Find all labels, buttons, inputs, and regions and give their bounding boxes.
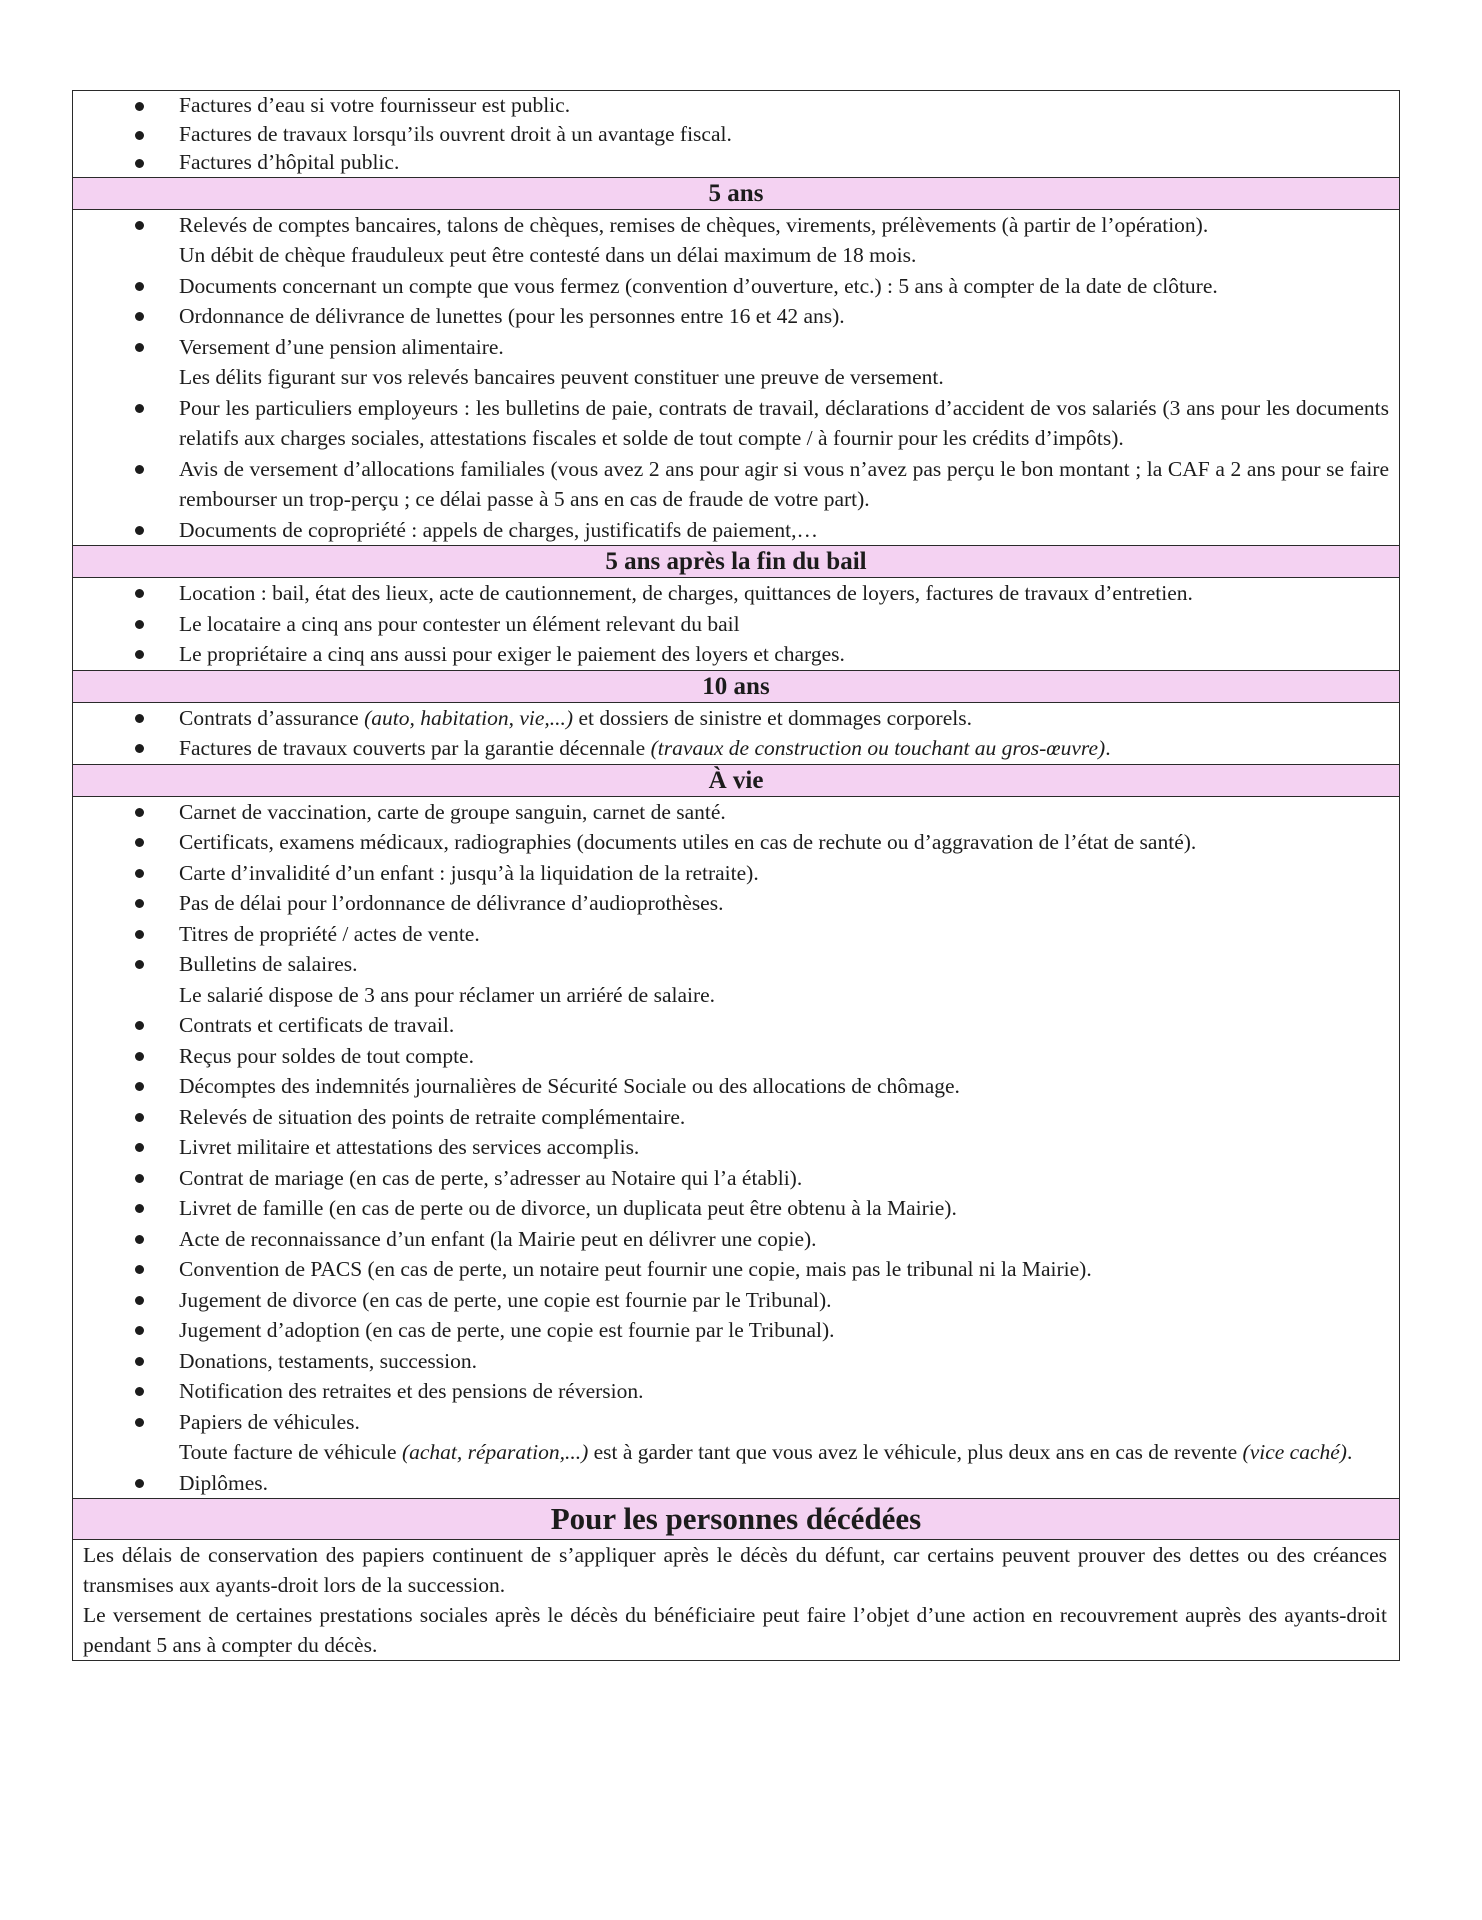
- section-for-life: [73, 764, 1399, 1499]
- list-item: Avis de versement d’allocations familiales (vous avez 2 ans pour agir si vous n’avez pas perçu le bon montant ; la CAF a 2 ans pour se faire rembourser un trop-perçu ; ce délai passe à 5 ans en cas de fraude de votre part).: [73, 454, 1389, 515]
- list-item: Pas de délai pour l’ordonnance de délivrance d’audioprothèses.: [73, 888, 1389, 919]
- bullet-icon: [135, 526, 144, 535]
- section-title: 10 ans: [73, 671, 1399, 703]
- list-item: Titres de propriété / actes de vente.: [73, 919, 1389, 950]
- bullet-icon: [135, 131, 144, 140]
- list-item: Ordonnance de délivrance de lunettes (pour les personnes entre 16 et 42 ans).: [73, 301, 1389, 332]
- section-ten-years: [73, 670, 1399, 764]
- bullet-icon: [135, 465, 144, 474]
- bullet-icon: [135, 1174, 144, 1183]
- bullet-icon: [135, 1052, 144, 1061]
- list-item: Documents concernant un compte que vous fermez (convention d’ouverture, etc.) : 5 ans à compter de la date de clôture.: [73, 271, 1389, 302]
- bullet-icon: [135, 282, 144, 291]
- section-title: À vie: [73, 765, 1399, 797]
- bullet-icon: [135, 650, 144, 659]
- bullet-icon: [135, 1296, 144, 1305]
- list-item: Le locataire a cinq ans pour contester un élément relevant du bail: [73, 609, 1389, 640]
- bullet-icon: [135, 1082, 144, 1091]
- list-item: Diplômes.: [73, 1468, 1389, 1499]
- list-item: Factures d’hôpital public.: [73, 148, 1389, 177]
- intro-list: [73, 91, 1399, 177]
- paragraph: Le versement de certaines prestations sociales après le décès du bénéficiaire peut faire l’objet d’une action en recouvrement auprès des ayants-droit pendant 5 ans à compter du décès.: [83, 1603, 1387, 1657]
- list-item: Carnet de vaccination, carte de groupe sanguin, carnet de santé.: [73, 797, 1389, 828]
- list-item: Factures de travaux couverts par la garantie décennale (travaux de construction ou touchant au gros-œuvre).: [73, 733, 1389, 764]
- list-item: Livret de famille (en cas de perte ou de divorce, un duplicata peut être obtenu à la Mairie).: [73, 1193, 1389, 1224]
- bullet-icon: [135, 404, 144, 413]
- list-item: Donations, testaments, succession.: [73, 1346, 1389, 1377]
- bullet-icon: [135, 714, 144, 723]
- list-item: Acte de reconnaissance d’un enfant (la Mairie peut en délivrer une copie).: [73, 1224, 1389, 1255]
- item-note: Les délits figurant sur vos relevés bancaires peuvent constituer une preuve de versement.: [179, 365, 944, 389]
- bullet-icon: [135, 1204, 144, 1213]
- bullet-icon: [135, 1387, 144, 1396]
- bullet-icon: [135, 808, 144, 817]
- section-after-lease: [73, 545, 1399, 670]
- retention-table: [72, 90, 1400, 1661]
- section-five-years: [73, 177, 1399, 546]
- paragraph: Les délais de conservation des papiers continuent de s’appliquer après le décès du défunt, car certains peuvent prouver des dettes ou des créances transmises aux ayants-droit lors de la succession.: [83, 1543, 1387, 1597]
- list-item: Convention de PACS (en cas de perte, un notaire peut fournir une copie, mais pas le tribunal ni la Mairie).: [73, 1254, 1389, 1285]
- section-title: Pour les personnes décédées: [73, 1499, 1399, 1540]
- bullet-icon: [135, 1235, 144, 1244]
- bullet-icon: [135, 744, 144, 753]
- list-item: Certificats, examens médicaux, radiographies (documents utiles en cas de rechute ou d’aggravation de l’état de santé).: [73, 827, 1389, 858]
- after-lease-list: [73, 578, 1399, 670]
- bullet-icon: [135, 1326, 144, 1335]
- list-item: Documents de copropriété : appels de charges, justificatifs de paiement,…: [73, 515, 1389, 546]
- bullet-icon: [135, 899, 144, 908]
- bullet-icon: [135, 343, 144, 352]
- bullet-icon: [135, 221, 144, 230]
- vehicle-note: Toute facture de véhicule (achat, réparation,...) est à garder tant que vous avez le véhicule, plus deux ans en cas de revente (vice caché).: [179, 1440, 1353, 1464]
- five-years-list: [73, 210, 1399, 546]
- list-item: Décomptes des indemnités journalières de Sécurité Sociale ou des allocations de chômage.: [73, 1071, 1389, 1102]
- item-note: Un débit de chèque frauduleux peut être contesté dans un délai maximum de 18 mois.: [179, 243, 917, 267]
- bullet-icon: [135, 620, 144, 629]
- bullet-icon: [135, 930, 144, 939]
- bullet-icon: [135, 312, 144, 321]
- bullet-icon: [135, 1479, 144, 1488]
- bullet-icon: [135, 1113, 144, 1122]
- list-item: Papiers de véhicules. Toute facture de véhicule (achat, réparation,...) est à garder tant que vous avez le véhicule, plus deux ans en cas de revente (vice caché).: [73, 1407, 1389, 1468]
- bullet-icon: [135, 1418, 144, 1427]
- section-title: 5 ans: [73, 178, 1399, 210]
- section-title: 5 ans après la fin du bail: [73, 546, 1399, 578]
- bullet-icon: [135, 159, 144, 168]
- list-item: Relevés de comptes bancaires, talons de chèques, remises de chèques, virements, prélèvements (à partir de l’opération). Un débit de chèque frauduleux peut être contesté dans un délai maximum de 18 mois.: [73, 210, 1389, 271]
- bullet-icon: [135, 1357, 144, 1366]
- ten-years-list: [73, 703, 1399, 764]
- list-item: Versement d’une pension alimentaire. Les délits figurant sur vos relevés bancaires peuvent constituer une preuve de versement.: [73, 332, 1389, 393]
- list-item: Reçus pour soldes de tout compte.: [73, 1041, 1389, 1072]
- list-item: Factures d’eau si votre fournisseur est public.: [73, 91, 1389, 120]
- section-intro: [73, 91, 1399, 177]
- list-item: Carte d’invalidité d’un enfant : jusqu’à la liquidation de la retraite).: [73, 858, 1389, 889]
- bullet-icon: [135, 869, 144, 878]
- list-item: Relevés de situation des points de retraite complémentaire.: [73, 1102, 1389, 1133]
- list-item: Location : bail, état des lieux, acte de cautionnement, de charges, quittances de loyers, factures de travaux d’entretien.: [73, 578, 1389, 609]
- item-note: Le salarié dispose de 3 ans pour réclamer un arriéré de salaire.: [179, 982, 716, 1007]
- bullet-icon: [135, 589, 144, 598]
- bullet-icon: [135, 960, 144, 969]
- list-item: Pour les particuliers employeurs : les bulletins de paie, contrats de travail, déclarations d’accident de vos salariés (3 ans pour les documents relatifs aux charges sociales, attestations fiscales et solde de tout compte / à fournir pour les crédits d’impôts).: [73, 393, 1389, 454]
- list-item: Bulletins de salaires. Le salarié dispose de 3 ans pour réclamer un arriéré de salaire.: [73, 949, 1389, 1010]
- section-deceased: [73, 1498, 1399, 1660]
- for-life-list: [73, 797, 1399, 1499]
- list-item: Notification des retraites et des pensions de réversion.: [73, 1376, 1389, 1407]
- list-item: Factures de travaux lorsqu’ils ouvrent droit à un avantage fiscal.: [73, 120, 1389, 149]
- bullet-icon: [135, 838, 144, 847]
- bullet-icon: [135, 1143, 144, 1152]
- bullet-icon: [135, 1265, 144, 1274]
- list-item: Jugement d’adoption (en cas de perte, une copie est fournie par le Tribunal).: [73, 1315, 1389, 1346]
- list-item: Jugement de divorce (en cas de perte, une copie est fournie par le Tribunal).: [73, 1285, 1389, 1316]
- list-item: Contrats d’assurance (auto, habitation, vie,...) et dossiers de sinistre et dommages corporels.: [73, 703, 1389, 734]
- list-item: Contrats et certificats de travail.: [73, 1010, 1389, 1041]
- list-item: Le propriétaire a cinq ans aussi pour exiger le paiement des loyers et charges.: [73, 639, 1389, 670]
- bullet-icon: [135, 1021, 144, 1030]
- bullet-icon: [135, 102, 144, 111]
- list-item: Livret militaire et attestations des services accomplis.: [73, 1132, 1389, 1163]
- list-item: Contrat de mariage (en cas de perte, s’adresser au Notaire qui l’a établi).: [73, 1163, 1389, 1194]
